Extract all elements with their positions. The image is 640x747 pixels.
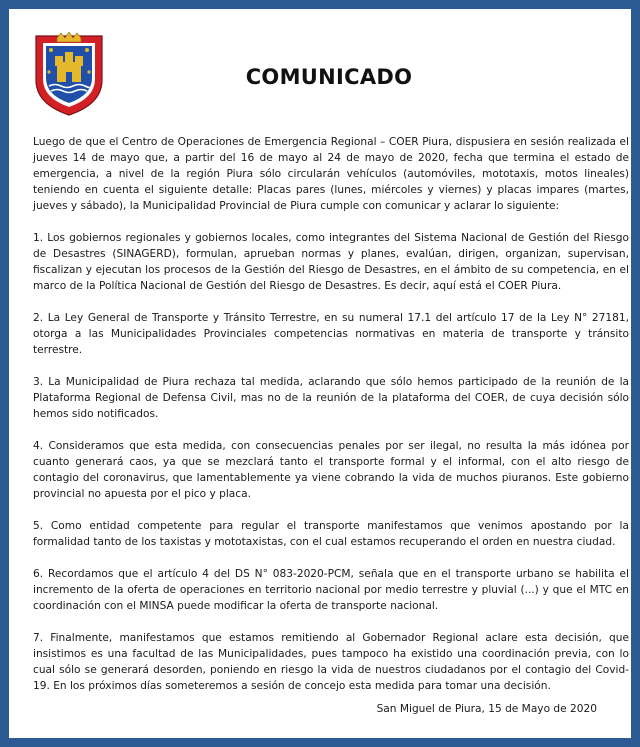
piura-coat-of-arms-icon [33, 32, 105, 117]
paragraph-6: 6. Recordamos que el artículo 4 del DS N° 083-2020-PCM, señala que en el transporte urbano se habilita el incremento de la oferta de operaciones en territorio nacional por medio terrestre y pluvial (...) y que el MTC en coordinación con el MINSA puede modificar la oferta de transporte nacional. [33, 568, 629, 612]
paragraph-5: 5. Como entidad competente para regular el transporte manifestamos que venimos apostando por la formalidad tanto de los taxistas y mototaxistas, con el cual estamos recuperando el orden en nuestra ciudad. [33, 520, 629, 548]
document-body [33, 134, 629, 710]
signature-date: San Miguel de Piura, 15 de Mayo de 2020 [376, 703, 597, 715]
paragraph-4: 4. Consideramos que esta medida, con consecuencias penales por ser ilegal, no resulta la más idónea por cuanto generará caos, ya que se mezclará tanto el transporte formal y el informal, con el alto riesgo de contagio del coronavirus, que lamentablemente ya viene cobrando la vida de muchos piuranos. Este gobierno provincial no apuesta por el pico y placa. [33, 440, 629, 500]
paragraph-1: 1. Los gobiernos regionales y gobiernos locales, como integrantes del Sistema Nacional de Gestión del Riesgo de Desastres (SINAGERD), formulan, aprueban normas y planes, evalúan, dirigen, organizan, supervisan, fiscalizan y ejecutan los procesos de la Gestión del Riesgo de Desastres, en el ámbito de su competencia, en el marco de la Política Nacional de Gestión del Riesgo de Desastres. Es decir, aquí está el COER Piura. [33, 232, 629, 292]
paragraph-2: 2. La Ley General de Transporte y Tránsito Terrestre, en su numeral 17.1 del artículo 17 de la Ley N° 27181, otorga a las Municipalidades Provinciales competencias normativas en materia de transporte y tránsito terrestre. [33, 312, 629, 356]
page-title: COMUNICADO [245, 65, 413, 89]
paragraph-7: 7. Finalmente, manifestamos que estamos remitiendo al Gobernador Regional aclare esta decisión, que insistimos es una facultad de las Municipalidades, pues tampoco ha existido una coordinación previa, con lo cual sólo se generará desorden, poniendo en riesgo la vida de nuestros ciudadanos por el contagio del Covid-19. En los próximos días someteremos a sesión de concejo esta medida para tomar una decisión. [33, 632, 629, 692]
intro-paragraph: Luego de que el Centro de Operaciones de Emergencia Regional – COER Piura, dispusiera en sesión realizada el jueves 14 de mayo que, a partir del 16 de mayo al 24 de mayo de 2020, fecha que termina el estado de emergencia, a nivel de la región Piura sólo circularán vehículos (automóviles, mototaxis, motos lineales) teniendo en cuenta el siguiente detalle: Placas pares (lunes, miércoles y viernes) y placas impares (martes, jueves y sábado), la Municipalidad Provincial de Piura cumple con comunicar y aclarar lo siguiente: [33, 136, 629, 212]
paragraph-3: 3. La Municipalidad de Piura rechaza tal medida, aclarando que sólo hemos participado de la reunión de la Plataforma Regional de Defensa Civil, mas no de la reunión de la plataforma del COER, de cuya decisión sólo hemos sido notificados. [33, 376, 629, 420]
